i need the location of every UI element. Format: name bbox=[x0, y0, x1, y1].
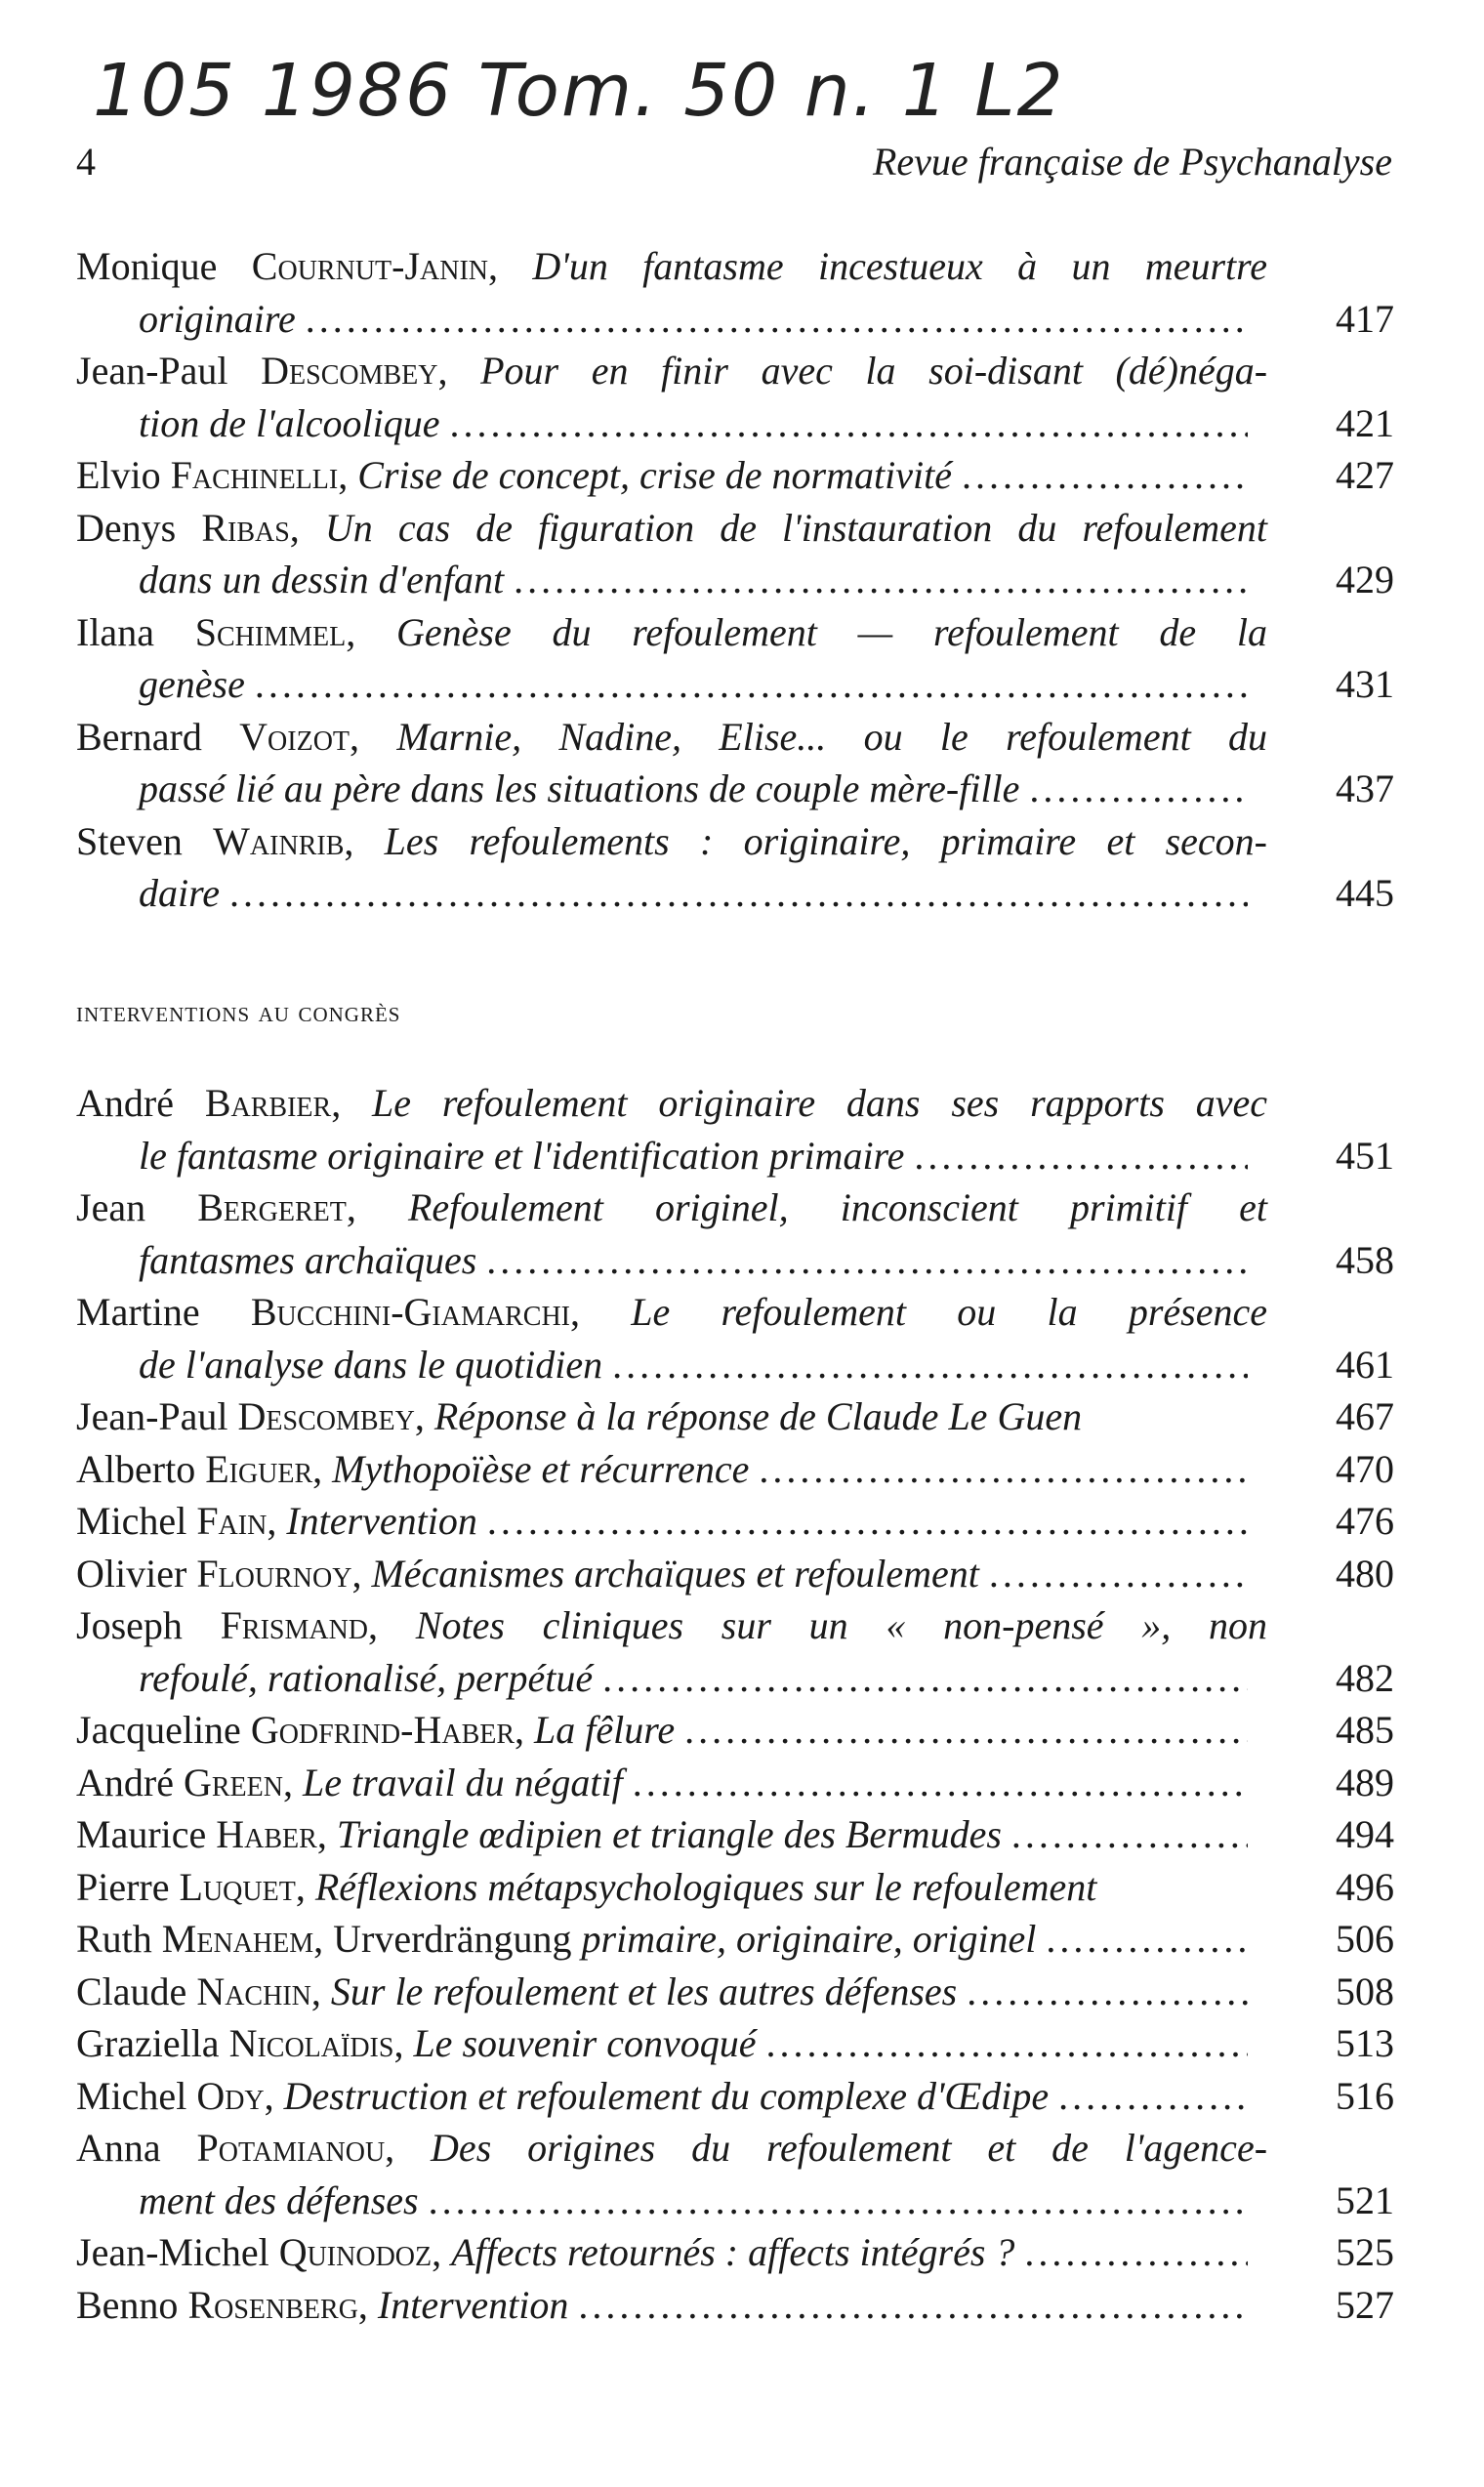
leader-dots bbox=[989, 1548, 1248, 1600]
article-title: Sur le refoulement et les autres défenses bbox=[330, 1969, 958, 2013]
article-title: primaire, originaire, originel bbox=[581, 1917, 1037, 1961]
author-first-name: Pierre bbox=[76, 1864, 170, 1909]
toc-entry bbox=[76, 240, 1394, 345]
toc-line bbox=[76, 2175, 1394, 2227]
toc-line: Jean-Paul Descombey, Pour en finir avec la soi-disant (dé)néga- bbox=[76, 349, 1268, 393]
page-ref: 461 bbox=[1336, 1342, 1394, 1387]
page-ref: 421 bbox=[1336, 400, 1394, 445]
toc-line bbox=[76, 867, 1394, 920]
toc-entry bbox=[76, 2070, 1394, 2123]
article-title: Le travail du négatif bbox=[302, 1760, 623, 1804]
leader-dots bbox=[486, 1234, 1248, 1287]
author-last-name: Godfrind-Haber bbox=[250, 1708, 515, 1752]
toc-line: Bernard Voizot, Marnie, Nadine, Elise... ou le refoulement du bbox=[76, 714, 1268, 759]
contents-list-main bbox=[76, 240, 1394, 920]
page-ref: 431 bbox=[1336, 662, 1394, 706]
article-title: Crise de concept, crise de normativité bbox=[357, 453, 952, 497]
leader-dots bbox=[1058, 2070, 1248, 2123]
page-ref: 516 bbox=[1336, 2073, 1394, 2118]
page-ref: 429 bbox=[1336, 558, 1394, 601]
page-ref: 458 bbox=[1336, 1237, 1394, 1282]
leader-dots bbox=[1011, 1808, 1248, 1861]
article-title: Pour en finir avec la soi-disant (dé)néga- bbox=[480, 349, 1268, 393]
article-title: D'un fantasme incestueux à un meurtre bbox=[532, 244, 1268, 288]
title-roman: Urverdrängung bbox=[333, 1917, 572, 1961]
author-first-name: Joseph bbox=[76, 1603, 183, 1647]
toc-entry bbox=[76, 1443, 1394, 1496]
toc-line bbox=[76, 658, 1394, 711]
toc-entry bbox=[76, 2017, 1394, 2070]
page-ref: 508 bbox=[1336, 1969, 1394, 2013]
toc-entry bbox=[76, 815, 1394, 920]
article-title: le fantasme originaire et l'identification primaire bbox=[139, 1133, 905, 1178]
leader-dots bbox=[1024, 2226, 1248, 2279]
author-first-name: Anna bbox=[76, 2126, 161, 2170]
toc-line bbox=[76, 293, 1394, 346]
author-last-name: Rosenberg bbox=[187, 2282, 358, 2327]
article-title: ment des défenses bbox=[139, 2177, 419, 2222]
author-last-name: Bucchini-Giamarchi bbox=[250, 1290, 570, 1334]
toc-line: Denys Ribas, Un cas de figuration de l'instauration du refoulement bbox=[76, 505, 1268, 550]
toc-entry bbox=[76, 1495, 1394, 1548]
leader-dots bbox=[914, 1130, 1248, 1182]
toc-entry bbox=[76, 2279, 1394, 2332]
page-ref: 437 bbox=[1336, 767, 1394, 810]
article-title: Les refoulements : originaire, primaire et secon- bbox=[384, 818, 1267, 863]
leader-dots bbox=[602, 1652, 1248, 1705]
author-first-name: Jean-Michel bbox=[76, 2230, 269, 2274]
page-ref: 489 bbox=[1336, 1760, 1394, 1804]
article-title: Genèse du refoulement — refoulement de la bbox=[396, 609, 1268, 654]
page-ref: 480 bbox=[1336, 1551, 1394, 1596]
page-ref: 451 bbox=[1336, 1133, 1394, 1178]
author-first-name: Michel bbox=[76, 2073, 187, 2118]
toc-line: Jean-Paul Descombey, Réponse à la réponse de Claude Le Guen 467 bbox=[76, 1390, 1394, 1443]
leader-dots bbox=[578, 2279, 1248, 2332]
toc-entry bbox=[76, 606, 1394, 711]
author-first-name: Ilana bbox=[76, 609, 154, 654]
author-last-name: Fachinelli bbox=[170, 453, 339, 497]
author-first-name: Benno bbox=[76, 2282, 179, 2327]
article-title: La fêlure bbox=[534, 1708, 676, 1752]
leader-dots bbox=[450, 397, 1249, 450]
page-number: 4 bbox=[76, 140, 96, 184]
author-last-name: Potamianou bbox=[196, 2126, 386, 2170]
page-ref: 485 bbox=[1336, 1708, 1394, 1752]
toc-line bbox=[76, 1652, 1394, 1705]
toc-line: Pierre Luquet, Réflexions métapsychologiques sur le refoulement 496 bbox=[76, 1861, 1394, 1914]
toc-entry bbox=[76, 1286, 1394, 1390]
article-title: Refoulement originel, inconscient primitif et bbox=[407, 1185, 1268, 1229]
author-first-name: Bernard bbox=[76, 714, 202, 759]
article-title: Notes cliniques sur un « non-pensé », non bbox=[415, 1603, 1268, 1647]
page-ref: 417 bbox=[1336, 296, 1394, 341]
author-last-name: Fain bbox=[196, 1499, 268, 1543]
leader-dots bbox=[1046, 1913, 1248, 1966]
leader-dots bbox=[765, 2017, 1248, 2070]
leader-dots bbox=[229, 867, 1248, 920]
author-first-name: André bbox=[76, 1760, 174, 1804]
toc-line: André Green, Le travail du négatif . . . 489 bbox=[76, 1757, 1394, 1809]
article-title: Mythopoïèse et récurrence bbox=[332, 1446, 750, 1491]
article-title: Réflexions métapsychologiques sur le refoulement bbox=[314, 1864, 1097, 1909]
toc-line bbox=[76, 397, 1394, 450]
author-last-name: Nicolaïdis bbox=[228, 2021, 394, 2065]
article-title: daire bbox=[139, 871, 220, 915]
author-last-name: Schimmel bbox=[194, 609, 347, 654]
toc-line: Steven Wainrib, Les refoulements : originaire, primaire et secon- bbox=[76, 818, 1267, 863]
toc-entry bbox=[76, 1913, 1394, 1966]
toc-entry bbox=[76, 1077, 1394, 1181]
article-title: Mécanismes archaïques et refoulement bbox=[371, 1551, 979, 1596]
author-last-name: Flournoy bbox=[196, 1551, 352, 1596]
page-ref: 513 bbox=[1336, 2021, 1394, 2065]
article-title: fantasmes archaïques bbox=[139, 1237, 477, 1282]
leader-dots bbox=[612, 1339, 1248, 1391]
article-title: tion de l'alcoolique bbox=[139, 400, 440, 445]
author-last-name: Barbier bbox=[204, 1081, 332, 1125]
page-ref: 525 bbox=[1336, 2230, 1394, 2274]
toc-line: Claude Nachin, Sur le refoulement et les autres défenses . . . 508 bbox=[76, 1966, 1394, 2018]
toc-line: Joseph Frismand, Notes cliniques sur un « non-pensé », non bbox=[76, 1603, 1268, 1647]
toc-line: Benno Rosenberg, Intervention . . . 527 bbox=[76, 2279, 1394, 2332]
author-last-name: Ribas bbox=[201, 505, 290, 550]
page-ref: 506 bbox=[1336, 1917, 1394, 1961]
journal-title: Revue française de Psychanalyse bbox=[872, 140, 1392, 184]
author-first-name: Graziella bbox=[76, 2021, 220, 2065]
toc-line: Olivier Flournoy, Mécanismes archaïques et refoulement . . . 480 bbox=[76, 1548, 1394, 1600]
page-ref: 445 bbox=[1336, 871, 1394, 915]
leader-dots bbox=[487, 1495, 1248, 1548]
page-ref: 527 bbox=[1336, 2282, 1394, 2327]
page-ref: 476 bbox=[1336, 1499, 1394, 1543]
toc-line: Jean Bergeret, Refoulement originel, inconscient primitif et bbox=[76, 1185, 1268, 1229]
article-title: Marnie, Nadine, Elise... ou le refoulement du bbox=[396, 714, 1268, 759]
author-last-name: Green bbox=[183, 1760, 283, 1804]
toc-line: Michel Ody, Destruction et refoulement du complexe d'Œdipe . . . 516 bbox=[76, 2070, 1394, 2123]
page-ref: 467 bbox=[1336, 1394, 1394, 1438]
author-first-name: André bbox=[76, 1081, 174, 1125]
author-last-name: Luquet bbox=[179, 1864, 296, 1909]
article-title: Destruction et refoulement du complexe d'Œdipe bbox=[283, 2073, 1050, 2118]
author-first-name: Michel bbox=[76, 1499, 187, 1543]
leader-dots bbox=[633, 1757, 1248, 1809]
author-last-name: Bergeret bbox=[197, 1185, 347, 1229]
article-title: Intervention bbox=[377, 2282, 569, 2327]
author-last-name: Cournut-Janin bbox=[251, 244, 489, 288]
author-first-name: Olivier bbox=[76, 1551, 187, 1596]
article-title: Le souvenir convoqué bbox=[413, 2021, 757, 2065]
toc-entry bbox=[76, 449, 1394, 502]
author-first-name: Jean-Paul bbox=[76, 1394, 228, 1438]
toc-entry bbox=[76, 711, 1394, 815]
author-last-name: Quinodoz bbox=[278, 2230, 433, 2274]
toc-line: Alberto Eiguer, Mythopoïèse et récurrence . . . 470 bbox=[76, 1443, 1394, 1496]
author-first-name: Alberto bbox=[76, 1446, 196, 1491]
author-first-name: Jean bbox=[76, 1185, 146, 1229]
toc-entry bbox=[76, 345, 1394, 449]
article-title: Un cas de figuration de l'instauration du refoulement bbox=[324, 505, 1268, 550]
section-heading: interventions au congrès bbox=[76, 996, 401, 1028]
toc-line: Monique Cournut-Janin, D'un fantasme incestueux à un meurtre bbox=[76, 244, 1268, 288]
toc-line: Michel Fain, Intervention . . . 476 bbox=[76, 1495, 1394, 1548]
author-last-name: Descombey bbox=[261, 349, 438, 393]
article-title: Le refoulement ou la présence bbox=[631, 1290, 1268, 1334]
toc-line bbox=[76, 763, 1394, 815]
toc-entry bbox=[76, 1966, 1394, 2018]
toc-line: Graziella Nicolaïdis, Le souvenir convoqué . . . 513 bbox=[76, 2017, 1394, 2070]
page-ref: 427 bbox=[1336, 453, 1394, 497]
toc-entry bbox=[76, 1861, 1394, 1914]
author-last-name: Menahem bbox=[161, 1917, 314, 1961]
author-first-name: Elvio bbox=[76, 453, 161, 497]
leader-dots bbox=[759, 1443, 1248, 1496]
leader-dots bbox=[514, 554, 1248, 606]
article-title: Affects retournés : affects intégrés ? bbox=[451, 2230, 1015, 2274]
article-title: dans un dessin d'enfant bbox=[139, 558, 505, 601]
article-title: Réponse à la réponse de Claude Le Guen bbox=[433, 1394, 1083, 1438]
leader-dots bbox=[962, 449, 1248, 502]
article-title: Des origines du refoulement et de l'agence- bbox=[431, 2126, 1268, 2170]
author-first-name: Monique bbox=[76, 244, 218, 288]
page-ref: 482 bbox=[1336, 1655, 1394, 1700]
author-first-name: Maurice bbox=[76, 1812, 207, 1856]
toc-line: Martine Bucchini-Giamarchi, Le refoulement ou la présence bbox=[76, 1290, 1268, 1334]
leader-dots bbox=[306, 293, 1248, 346]
handwritten-call-number: 105 1986 Tom. 50 n. 1 L2 bbox=[93, 49, 1065, 133]
toc-line bbox=[76, 554, 1394, 606]
article-title: originaire bbox=[139, 296, 296, 341]
leader-dots bbox=[684, 1704, 1248, 1757]
toc-entry bbox=[76, 1704, 1394, 1757]
toc-entry bbox=[76, 1548, 1394, 1600]
toc-entry bbox=[76, 1599, 1394, 1704]
author-first-name: Steven bbox=[76, 818, 183, 863]
author-last-name: Haber bbox=[216, 1812, 317, 1856]
author-first-name: Claude bbox=[76, 1969, 187, 2013]
author-last-name: Wainrib bbox=[213, 818, 345, 863]
leader-dots bbox=[255, 658, 1248, 711]
toc-line: Ruth Menahem, Urverdrängung primaire, originaire, originel . . . 506 bbox=[76, 1913, 1394, 1966]
leader-dots bbox=[1029, 763, 1248, 815]
author-last-name: Frismand bbox=[220, 1603, 369, 1647]
author-last-name: Descombey bbox=[237, 1394, 415, 1438]
page-ref: 496 bbox=[1336, 1864, 1394, 1909]
toc-line: André Barbier, Le refoulement originaire dans ses rapports avec bbox=[76, 1081, 1268, 1125]
author-last-name: Ody bbox=[196, 2073, 265, 2118]
author-first-name: Jean-Paul bbox=[76, 349, 228, 393]
author-first-name: Denys bbox=[76, 505, 177, 550]
toc-line: Jean-Michel Quinodoz, Affects retournés : affects intégrés ? . . . 525 bbox=[76, 2226, 1394, 2279]
toc-line bbox=[76, 1234, 1394, 1287]
author-last-name: Voizot bbox=[239, 714, 350, 759]
article-title: genèse bbox=[139, 662, 245, 706]
author-first-name: Ruth bbox=[76, 1917, 152, 1961]
toc-line: Elvio Fachinelli, Crise de concept, crise de normativité . . . 427 bbox=[76, 449, 1394, 502]
toc-entry bbox=[76, 2122, 1394, 2226]
toc-entry bbox=[76, 1808, 1394, 1861]
toc-line: Ilana Schimmel, Genèse du refoulement — refoulement de la bbox=[76, 609, 1268, 654]
toc-line bbox=[76, 1339, 1394, 1391]
article-title: Le refoulement originaire dans ses rapports avec bbox=[372, 1081, 1268, 1125]
toc-line: Anna Potamianou, Des origines du refoulement et de l'agence- bbox=[76, 2126, 1268, 2170]
article-title: passé lié au père dans les situations de couple mère-fille bbox=[139, 767, 1020, 810]
author-first-name: Martine bbox=[76, 1290, 200, 1334]
leader-dots bbox=[429, 2175, 1248, 2227]
toc-entry bbox=[76, 2226, 1394, 2279]
article-title: refoulé, rationalisé, perpétué bbox=[139, 1655, 594, 1700]
author-last-name: Eiguer bbox=[205, 1446, 313, 1491]
page-ref: 470 bbox=[1336, 1446, 1394, 1491]
toc-line: Maurice Haber, Triangle œdipien et triangle des Bermudes . . . 494 bbox=[76, 1808, 1394, 1861]
article-title: de l'analyse dans le quotidien bbox=[139, 1342, 603, 1387]
contents-list-interventions bbox=[76, 1077, 1394, 2331]
article-title: Intervention bbox=[286, 1499, 477, 1543]
toc-entry bbox=[76, 502, 1394, 606]
toc-line: Jacqueline Godfrind-Haber, La fêlure . . . 485 bbox=[76, 1704, 1394, 1757]
author-first-name: Jacqueline bbox=[76, 1708, 241, 1752]
page-ref: 494 bbox=[1336, 1812, 1394, 1856]
leader-dots bbox=[967, 1966, 1248, 2018]
toc-entry bbox=[76, 1181, 1394, 1286]
article-title: Triangle œdipien et triangle des Bermudes bbox=[336, 1812, 1002, 1856]
page-ref: 521 bbox=[1336, 2177, 1394, 2222]
toc-entry bbox=[76, 1757, 1394, 1809]
toc-entry bbox=[76, 1390, 1394, 1443]
running-header bbox=[76, 139, 1392, 193]
toc-line bbox=[76, 1130, 1394, 1182]
author-last-name: Nachin bbox=[196, 1969, 311, 2013]
